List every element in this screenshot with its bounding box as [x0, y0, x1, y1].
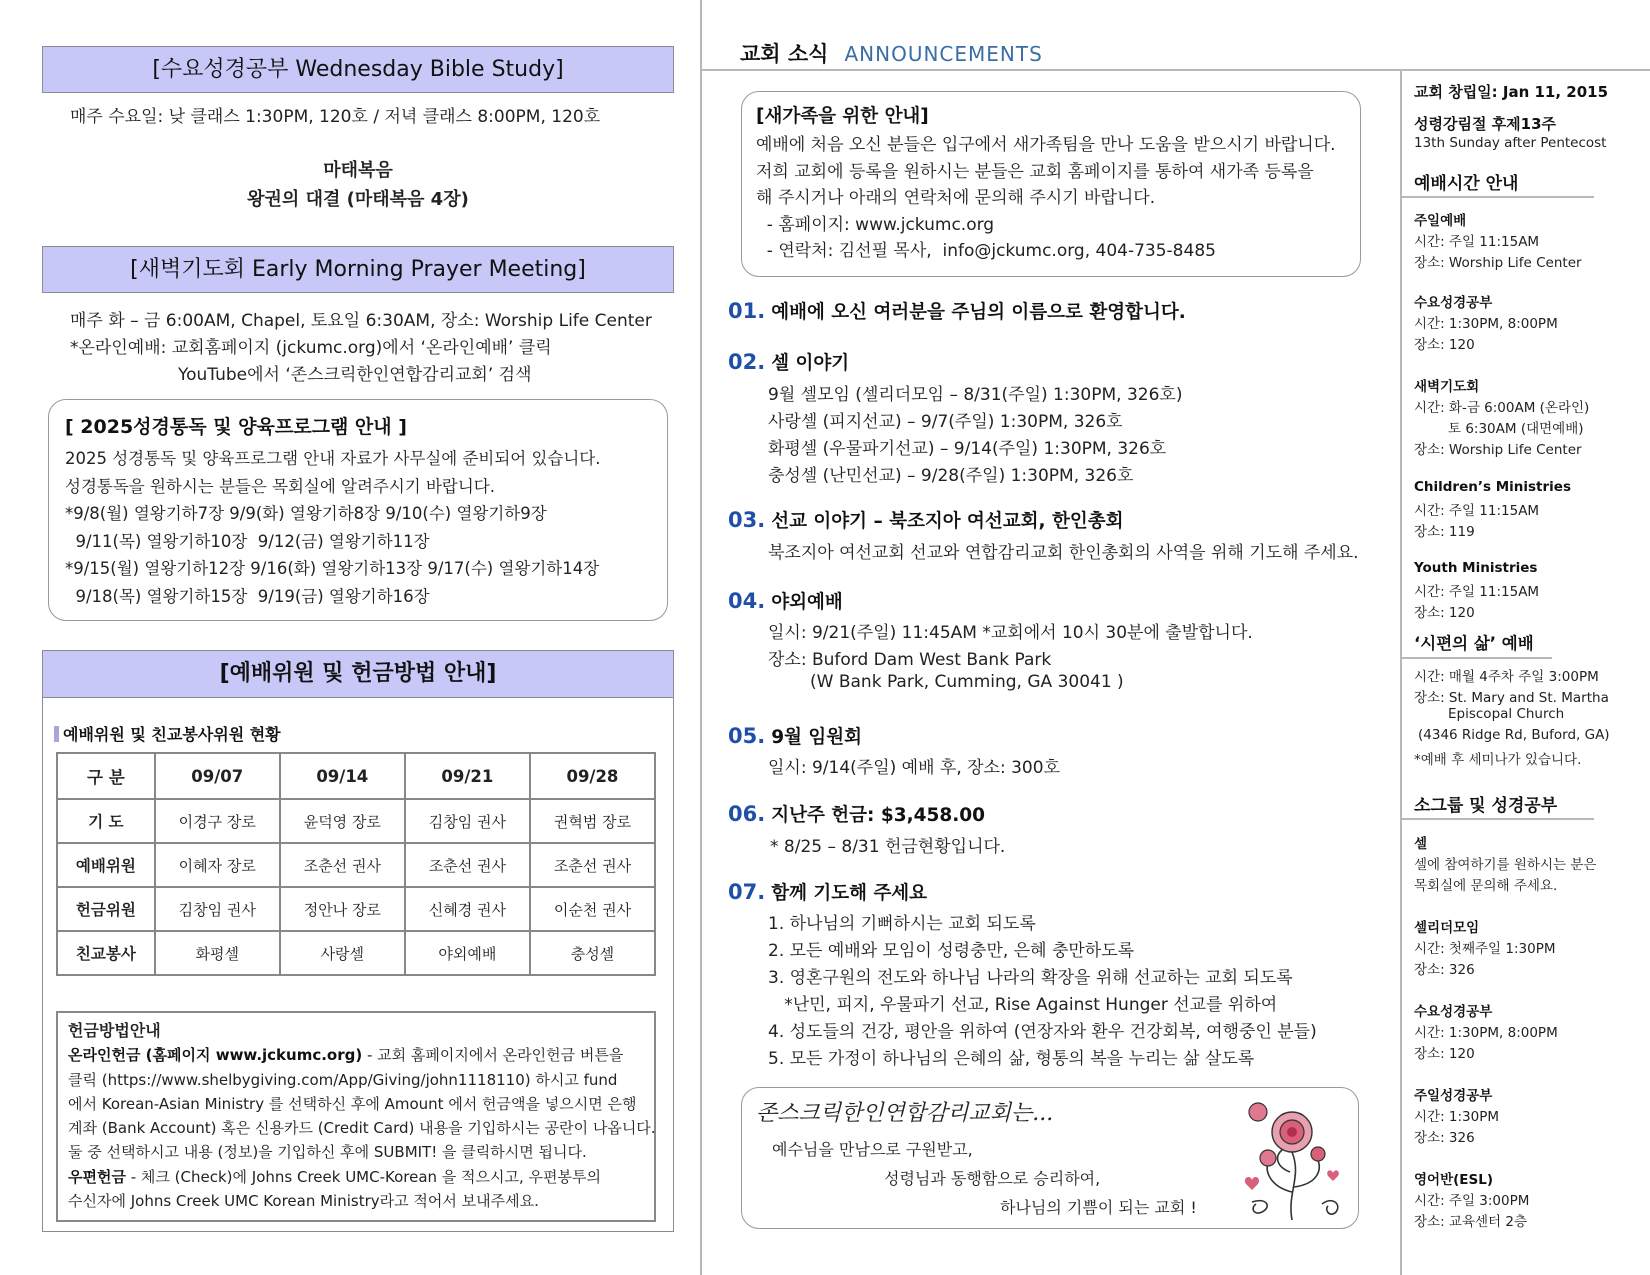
cell-line: 충성셀 (난민선교) – 9/28(주일) 1:30PM, 326호 — [768, 466, 1134, 486]
board-meeting-line: 일시: 9/14(주일) 예배 후, 장소: 300호 — [768, 758, 1060, 778]
bible-reading-title: [ 2025성경통독 및 양육프로그램 안내 ] — [65, 416, 407, 438]
duty-subtitle — [54, 722, 281, 745]
table-cell: 조춘선 권사 — [530, 843, 655, 887]
item-heading: 선교 이야기 – 북조지아 여선교회, 한인총회 — [771, 511, 1124, 532]
cell-line2: 목회실에 문의해 주세요. — [1414, 878, 1558, 894]
outdoor-line: 일시: 9/21(주일) 11:45AM *교회에서 10시 30분에 출발합니다. — [768, 623, 1253, 643]
wed-study-time: 시간: 1:30PM, 8:00PM — [1414, 316, 1558, 332]
prayer-line: *난민, 피지, 우물파기 선교, Rise Against Hunger 선교를 위하여 — [768, 995, 1278, 1015]
announcements-underline — [702, 69, 1650, 71]
outdoor-line: 장소: Buford Dam West Bank Park — [768, 650, 1052, 670]
online-worship-note: *온라인예배: 교회홈페이지 (jckumc.org)에서 ‘온라인예배’ 클릭 — [70, 338, 552, 358]
youth-ministries-place: 장소: 120 — [1414, 605, 1475, 621]
flower-petal — [1311, 1147, 1325, 1161]
mail-giving-label: 우편헌금 — [68, 1167, 126, 1186]
cell-line1: 셀에 참여하기를 원하시는 분은 — [1414, 857, 1597, 873]
flower-heart — [1245, 1177, 1259, 1190]
prayer-line: 4. 성도들의 건강, 평안을 위하여 (연장자와 환우 건강회복, 여행중인 분들) — [768, 1022, 1317, 1042]
item-heading: 예배에 오신 여러분을 주님의 이름으로 환영합니다. — [771, 302, 1186, 323]
sundaystudy-time: 시간: 1:30PM — [1414, 1109, 1500, 1125]
table-cell: 윤덕영 장로 — [280, 799, 405, 843]
wedstudy-place: 장소: 120 — [1414, 1046, 1475, 1062]
psalm-place2: Episcopal Church — [1448, 706, 1565, 722]
table-header-row — [57, 753, 655, 799]
youth-ministries-time: 시간: 주일 11:15AM — [1414, 584, 1540, 600]
table-header-cell: 09/07 — [155, 753, 280, 799]
prayer-line: 5. 모든 가정이 하나님의 은혜의 삶, 형통의 복을 누리는 삶 살도록 — [768, 1049, 1255, 1069]
table-row — [57, 887, 655, 931]
flower-heart — [1327, 1170, 1339, 1181]
item-number: 04. — [728, 589, 766, 613]
wedstudy-time: 시간: 1:30PM, 8:00PM — [1414, 1025, 1558, 1041]
item-number: 03. — [728, 508, 766, 532]
mail-giving-line — [68, 1165, 644, 1189]
smallgroup-title: 소그룹 및 성경공부 — [1414, 796, 1558, 816]
cell-line: 사랑셀 (피지선교) – 9/7(주일) 1:30PM, 326호 — [768, 412, 1123, 432]
online-giving-line — [68, 1043, 644, 1067]
table-cell: 이순천 권사 — [530, 887, 655, 931]
sundaystudy-name: 주일성경공부 — [1414, 1088, 1493, 1104]
item-heading: 9월 임원회 — [771, 727, 863, 748]
bible-reading-line: 9/18(목) 열왕기하15장 9/19(금) 열왕기하16장 — [65, 586, 430, 606]
table-header-cell: 09/28 — [530, 753, 655, 799]
newcomer-line: 해 주시거나 아래의 연락처에 문의해 주시기 바랍니다. — [756, 188, 1156, 208]
giving-line: 둘 중 선택하시고 내용 (정보)을 기입하신 후에 SUBMIT! 을 클릭하시면 됩니다. — [68, 1143, 587, 1162]
bible-reading-line: *9/15(월) 열왕기하12장 9/16(화) 열왕기하13장 9/17(수) 열왕기하14장 — [65, 559, 600, 578]
wednesday-schedule: 매주 수요일: 낮 클래스 1:30PM, 120호 / 저녁 클래스 8:00PM, 120호 — [70, 107, 601, 127]
item-heading: 함께 기도해 주세요 — [771, 883, 928, 904]
sidebar-divider — [1400, 70, 1402, 1275]
table-row — [57, 843, 655, 887]
announcement-item-03 — [728, 507, 1124, 533]
psalm-place3: (4346 Ridge Rd, Buford, GA) — [1418, 727, 1610, 743]
table-row — [57, 799, 655, 843]
motto-title: 존스크릭한인연합감리교회는... — [756, 1101, 1054, 1126]
wedstudy-name: 수요성경공부 — [1414, 1004, 1493, 1020]
flower-petal — [1249, 1103, 1267, 1121]
table-cell: 권혁범 장로 — [530, 799, 655, 843]
newcomer-title: [새가족을 위한 안내] — [756, 106, 929, 127]
item-number: 01. — [728, 299, 766, 323]
table-cell: 야외예배 — [405, 931, 530, 975]
item-number: 07. — [728, 880, 766, 904]
newcomer-line: 저희 교회에 등록을 원하시는 분들은 교회 홈페이지를 통하여 새가족 등록을 — [756, 161, 1314, 182]
announcement-item-02 — [728, 349, 849, 375]
wed-study-name: 수요성경공부 — [1414, 295, 1493, 311]
bible-reading-line: 9/11(목) 열왕기하10장 9/12(금) 열왕기하11장 — [65, 531, 430, 551]
table-row-header: 헌금위원 — [57, 887, 155, 931]
announcements-title-ko: 교회 소식 — [740, 42, 829, 66]
cellleader-time: 시간: 첫째주일 1:30PM — [1414, 941, 1556, 957]
giving-info-box — [56, 1011, 656, 1222]
cellleader-place: 장소: 326 — [1414, 962, 1475, 978]
online-giving-text: - 교회 홈페이지에서 온라인헌금 버튼을 — [362, 1046, 624, 1065]
bible-reading-box — [48, 399, 668, 621]
dawn-schedule: 매주 화 – 금 6:00AM, Chapel, 토요일 6:30AM, 장소: Worship Life Center — [70, 311, 652, 331]
children-ministries-place: 장소: 119 — [1414, 524, 1475, 540]
item-number: 02. — [728, 350, 766, 374]
table-cell: 신혜경 권사 — [405, 887, 530, 931]
flower-petal — [1287, 1127, 1297, 1137]
cell-line: 화평셀 (우물파기선교) – 9/14(주일) 1:30PM, 326호 — [768, 439, 1167, 459]
dawn-prayer-banner: [새벽기도회 Early Morning Prayer Meeting] — [42, 246, 674, 293]
offering-note: * 8/25 – 8/31 헌금현황입니다. — [770, 837, 1006, 857]
wednesday-study-banner: [수요성경공부 Wednesday Bible Study] — [42, 46, 674, 93]
table-row — [57, 931, 655, 975]
cellleader-name: 셀리더모임 — [1414, 920, 1480, 936]
sunday-worship-time: 시간: 주일 11:15AM — [1414, 234, 1540, 250]
item-number: 06. — [728, 802, 766, 826]
mail-giving-line2: 수신자에 Johns Creek UMC Korean Ministry라고 적어서 보내주세요. — [68, 1192, 539, 1211]
smallgroup-underline — [1402, 818, 1594, 820]
table-cell: 조춘선 권사 — [405, 843, 530, 887]
dawn-prayer-time2: 토 6:30AM (대면예배) — [1448, 421, 1584, 437]
bible-reading-line: 성경통독을 원하시는 분들은 목회실에 알려주시기 바랍니다. — [65, 476, 495, 496]
psalm-worship-title: ‘시편의 삶’ 예배 — [1414, 634, 1534, 653]
table-cell: 이혜자 장로 — [155, 843, 280, 887]
motto-line-1: 예수님을 만남으로 구원받고, — [772, 1140, 973, 1159]
sunday-worship-place: 장소: Worship Life Center — [1414, 255, 1582, 271]
psalm-time: 시간: 매월 4주차 주일 3:00PM — [1414, 669, 1599, 685]
flower-petal — [1260, 1150, 1276, 1166]
wednesday-book: 마태복음 — [323, 160, 393, 181]
subtitle-marker — [54, 726, 59, 742]
item-heading: 셀 이야기 — [771, 353, 850, 374]
mission-line: 북조지아 여선교회 선교와 연합감리교회 한인총회의 사역을 위해 기도해 주세요. — [768, 543, 1359, 563]
table-cell: 김창임 권사 — [405, 799, 530, 843]
duty-subtitle-text: 예배위원 및 친교봉사위원 현황 — [63, 725, 281, 744]
outdoor-line: (W Bank Park, Cumming, GA 30041 ) — [810, 672, 1124, 692]
psalm-note: *예배 후 세미나가 있습니다. — [1414, 752, 1582, 768]
newcomer-line: 예배에 처음 오신 분들은 입구에서 새가족팀을 만나 도움을 받으시기 바랍니다. — [756, 135, 1336, 155]
giving-line: 계좌 (Bank Account) 혹은 신용카드 (Credit Card) 내용을 기입하시는 공란이 나옵니다. — [68, 1119, 656, 1138]
online-giving-label: 온라인헌금 (홈페이지 www.jckumc.org) — [68, 1046, 363, 1065]
page-fold-divider — [700, 0, 702, 1275]
cell-name: 셀 — [1414, 836, 1428, 852]
mail-giving-text: - 체크 (Check)에 Johns Creek UMC-Korean 을 적으시고, 우편봉투의 — [125, 1167, 602, 1186]
item-heading: 야외예배 — [771, 592, 843, 613]
children-ministries-name: Children’s Ministries — [1414, 479, 1571, 495]
table-header-cell: 09/21 — [405, 753, 530, 799]
table-row-header: 예배위원 — [57, 843, 155, 887]
newcomer-box — [741, 91, 1361, 277]
bible-reading-line: 2025 성경통독 및 양육프로그램 안내 자료가 사무실에 준비되어 있습니다. — [65, 449, 601, 468]
item-number: 05. — [728, 724, 766, 748]
youth-ministries-name: Youth Ministries — [1414, 560, 1538, 576]
esl-place: 장소: 교육센터 2층 — [1414, 1214, 1528, 1230]
flower-decoration-icon — [1232, 1092, 1350, 1222]
cell-line: 9월 셀모임 (셀리더모임 – 8/31(주일) 1:30PM, 326호) — [768, 385, 1183, 405]
giving-title: 헌금방법안내 — [68, 1021, 161, 1040]
children-ministries-time: 시간: 주일 11:15AM — [1414, 503, 1540, 519]
table-cell: 사랑셀 — [280, 931, 405, 975]
prayer-line: 3. 영혼구원의 전도와 하나님 나라의 확장을 위해 선교하는 교회 되도록 — [768, 968, 1293, 988]
duty-offering-banner: [예배위원 및 헌금방법 안내] — [43, 651, 673, 698]
sundaystudy-place: 장소: 326 — [1414, 1130, 1475, 1146]
table-cell: 김창임 권사 — [155, 887, 280, 931]
youtube-note: YouTube에서 ‘존스크릭한인연합감리교회’ 검색 — [178, 365, 532, 385]
sunday-worship-name: 주일예배 — [1414, 213, 1467, 229]
table-cell: 충성셀 — [530, 931, 655, 975]
announcement-item-05 — [728, 723, 862, 749]
table-cell: 정안나 장로 — [280, 887, 405, 931]
item-heading: 지난주 헌금: $3,458.00 — [771, 805, 985, 826]
esl-name: 영어반(ESL) — [1414, 1172, 1494, 1188]
liturgical-season-en: 13th Sunday after Pentecost — [1414, 135, 1607, 151]
duty-table — [56, 752, 656, 976]
newcomer-homepage: - 홈페이지: www.jckumc.org — [756, 214, 995, 235]
dawn-prayer-place: 장소: Worship Life Center — [1414, 442, 1582, 458]
table-row-header: 친교봉사 — [57, 931, 155, 975]
newcomer-contact: - 연락처: 김선필 목사, info@jckumc.org, 404-735-8485 — [756, 241, 1216, 261]
wed-study-place: 장소: 120 — [1414, 337, 1475, 353]
announcement-item-04 — [728, 588, 843, 614]
announcement-item-06 — [728, 801, 985, 827]
psalm-underline — [1402, 657, 1552, 659]
esl-time: 시간: 주일 3:00PM — [1414, 1193, 1530, 1209]
table-cell: 이경구 장로 — [155, 799, 280, 843]
motto-line-2: 성령님과 동행함으로 승리하여, — [884, 1169, 1101, 1188]
worship-times-title: 예배시간 안내 — [1414, 174, 1519, 194]
prayer-line: 2. 모든 예배와 모임이 성령충만, 은혜 충만하도록 — [768, 941, 1135, 961]
giving-line: 클릭 (https://www.shelbygiving.com/App/Giving/john1118110) 하시고 fund — [68, 1070, 618, 1089]
announcement-item-07 — [728, 879, 927, 905]
announcements-title — [740, 38, 1043, 68]
table-header-cell: 구 분 — [57, 753, 155, 799]
table-row-header: 기 도 — [57, 799, 155, 843]
psalm-place: 장소: St. Mary and St. Martha — [1414, 690, 1609, 706]
liturgical-season: 성령강림절 후제13주 — [1414, 115, 1557, 133]
announcements-title-en: ANNOUNCEMENTS — [844, 42, 1043, 66]
prayer-line: 1. 하나님의 기뻐하시는 교회 되도록 — [768, 914, 1036, 934]
wednesday-topic: 왕권의 대결 (마태복음 4장) — [247, 189, 469, 210]
table-cell: 조춘선 권사 — [280, 843, 405, 887]
table-cell: 화평셀 — [155, 931, 280, 975]
announcement-item-01 — [728, 298, 1186, 324]
giving-line: 에서 Korean-Asian Ministry 를 선택하신 후에 Amount 에서 헌금액을 넣으시면 은행 — [68, 1094, 637, 1113]
dawn-prayer-name: 새벽기도회 — [1414, 379, 1480, 395]
worship-times-underline — [1402, 196, 1594, 198]
motto-line-3: 하나님의 기쁨이 되는 교회 ! — [1000, 1198, 1197, 1217]
church-founded: 교회 창립일: Jan 11, 2015 — [1414, 83, 1609, 101]
bible-reading-line: *9/8(월) 열왕기하7장 9/9(화) 열왕기하8장 9/10(수) 열왕기하9장 — [65, 504, 547, 523]
dawn-prayer-time: 시간: 화-금 6:00AM (온라인) — [1414, 400, 1590, 416]
table-header-cell: 09/14 — [280, 753, 405, 799]
